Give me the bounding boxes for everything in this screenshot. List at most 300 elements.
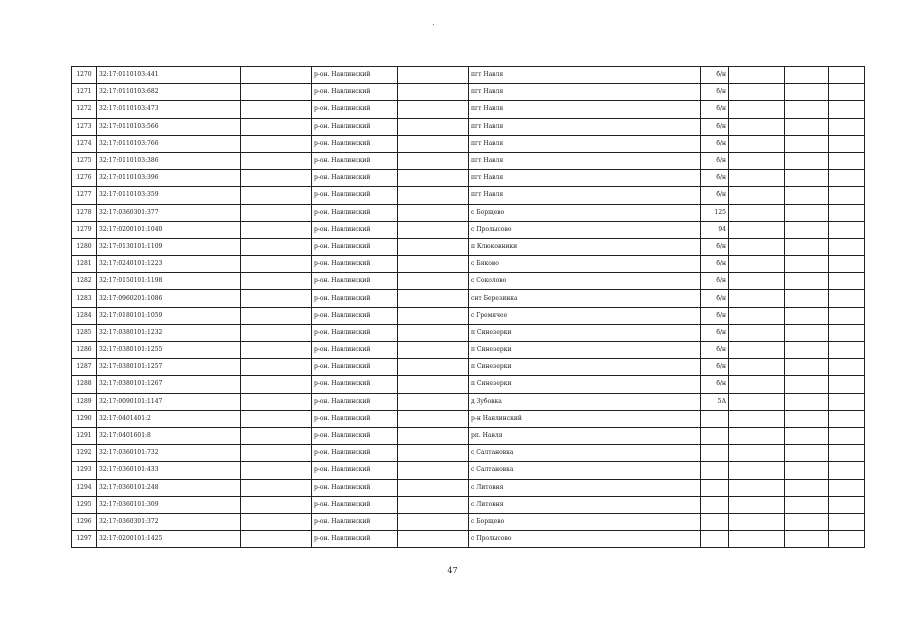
row-number-cell: 1288 (72, 376, 97, 393)
table-row (72, 462, 865, 479)
empty-cell (729, 393, 785, 410)
cadastral-number-cell: 32:17:0240101:1223 (97, 256, 241, 273)
empty-cell (829, 496, 865, 513)
row-number-cell: 1296 (72, 513, 97, 530)
house-number-cell: б/н (701, 67, 729, 84)
row-number-cell: 1277 (72, 187, 97, 204)
locality-cell: с Салтановка (469, 462, 701, 479)
empty-cell (785, 67, 829, 84)
district-cell: р-он. Навлинский (312, 376, 398, 393)
empty-cell (241, 221, 312, 238)
table-row (72, 135, 865, 152)
row-number-cell: 1297 (72, 531, 97, 548)
district-cell: р-он. Навлинский (312, 479, 398, 496)
empty-cell (829, 273, 865, 290)
empty-cell (398, 135, 469, 152)
row-number-cell: 1293 (72, 462, 97, 479)
empty-cell (729, 67, 785, 84)
empty-cell (729, 290, 785, 307)
empty-cell (785, 204, 829, 221)
empty-cell (785, 101, 829, 118)
row-number-cell: 1287 (72, 359, 97, 376)
house-number-cell: 5А (701, 393, 729, 410)
house-number-cell (701, 513, 729, 530)
empty-cell (398, 496, 469, 513)
empty-cell (829, 462, 865, 479)
empty-cell (241, 324, 312, 341)
empty-cell (829, 445, 865, 462)
table-row (72, 307, 865, 324)
empty-cell (829, 256, 865, 273)
cadastral-number-cell: 32:17:0110103:386 (97, 152, 241, 169)
empty-cell (398, 101, 469, 118)
empty-cell (829, 221, 865, 238)
row-number-cell: 1279 (72, 221, 97, 238)
district-cell: р-он. Навлинский (312, 307, 398, 324)
locality-cell: с Борщево (469, 204, 701, 221)
empty-cell (729, 324, 785, 341)
locality-cell: пгт Навля (469, 101, 701, 118)
district-cell: р-он. Навлинский (312, 531, 398, 548)
empty-cell (829, 427, 865, 444)
empty-cell (398, 152, 469, 169)
empty-cell (241, 187, 312, 204)
empty-cell (829, 410, 865, 427)
district-cell: р-он. Навлинский (312, 221, 398, 238)
empty-cell (398, 290, 469, 307)
empty-cell (829, 307, 865, 324)
empty-cell (729, 118, 785, 135)
locality-cell: п Синезерки (469, 376, 701, 393)
empty-cell (398, 462, 469, 479)
district-cell: р-он. Навлинский (312, 324, 398, 341)
house-number-cell (701, 445, 729, 462)
house-number-cell: б/н (701, 187, 729, 204)
table-row (72, 101, 865, 118)
district-cell: р-он. Навлинский (312, 84, 398, 101)
empty-cell (241, 204, 312, 221)
empty-cell (241, 152, 312, 169)
cadastral-number-cell: 32:17:0110103:766 (97, 135, 241, 152)
empty-cell (241, 376, 312, 393)
empty-cell (729, 101, 785, 118)
house-number-cell (701, 479, 729, 496)
empty-cell (785, 410, 829, 427)
empty-cell (398, 84, 469, 101)
empty-cell (398, 427, 469, 444)
house-number-cell: б/н (701, 118, 729, 135)
house-number-cell: б/н (701, 84, 729, 101)
empty-cell (785, 427, 829, 444)
empty-cell (785, 187, 829, 204)
house-number-cell: б/н (701, 238, 729, 255)
empty-cell (785, 479, 829, 496)
house-number-cell: б/н (701, 376, 729, 393)
cadastral-number-cell: 32:17:0360101:732 (97, 445, 241, 462)
empty-cell (729, 187, 785, 204)
cadastral-number-cell: 32:17:0180101:1059 (97, 307, 241, 324)
empty-cell (241, 135, 312, 152)
cadastral-number-cell: 32:17:0110103:441 (97, 67, 241, 84)
empty-cell (785, 135, 829, 152)
empty-cell (785, 307, 829, 324)
house-number-cell: б/н (701, 152, 729, 169)
empty-cell (729, 307, 785, 324)
empty-cell (785, 118, 829, 135)
empty-cell (398, 170, 469, 187)
locality-cell: пгт Навля (469, 67, 701, 84)
empty-cell (398, 342, 469, 359)
row-number-cell: 1275 (72, 152, 97, 169)
row-number-cell: 1292 (72, 445, 97, 462)
locality-cell: с Гремячее (469, 307, 701, 324)
table-row (72, 84, 865, 101)
row-number-cell: 1274 (72, 135, 97, 152)
district-cell: р-он. Навлинский (312, 152, 398, 169)
empty-cell (241, 479, 312, 496)
empty-cell (241, 513, 312, 530)
house-number-cell: б/н (701, 101, 729, 118)
empty-cell (398, 479, 469, 496)
district-cell: р-он. Навлинский (312, 238, 398, 255)
row-number-cell: 1291 (72, 427, 97, 444)
table-row (72, 187, 865, 204)
table-row (72, 67, 865, 84)
empty-cell (729, 410, 785, 427)
locality-cell: п Синезерки (469, 324, 701, 341)
locality-cell: снт Березинка (469, 290, 701, 307)
empty-cell (785, 84, 829, 101)
empty-cell (398, 256, 469, 273)
cadastral-number-cell: 32:17:0110103:396 (97, 170, 241, 187)
district-cell: р-он. Навлинский (312, 462, 398, 479)
house-number-cell: б/н (701, 290, 729, 307)
table-row (72, 221, 865, 238)
empty-cell (829, 187, 865, 204)
empty-cell (729, 359, 785, 376)
house-number-cell: б/н (701, 307, 729, 324)
cadastral-number-cell: 32:17:0360301:377 (97, 204, 241, 221)
house-number-cell: б/н (701, 324, 729, 341)
empty-cell (829, 170, 865, 187)
locality-cell: п Клюковники (469, 238, 701, 255)
table-row (72, 290, 865, 307)
empty-cell (729, 342, 785, 359)
empty-cell (785, 170, 829, 187)
empty-cell (729, 445, 785, 462)
empty-cell (241, 531, 312, 548)
district-cell: р-он. Навлинский (312, 135, 398, 152)
empty-cell (241, 84, 312, 101)
cadastral-number-cell: 32:17:0110103:473 (97, 101, 241, 118)
district-cell: р-он. Навлинский (312, 393, 398, 410)
empty-cell (398, 513, 469, 530)
house-number-cell (701, 410, 729, 427)
district-cell: р-он. Навлинский (312, 427, 398, 444)
locality-cell: п Синезерки (469, 342, 701, 359)
empty-cell (398, 238, 469, 255)
empty-cell (785, 376, 829, 393)
cadastral-number-cell: 32:17:0380101:1255 (97, 342, 241, 359)
cadastral-number-cell: 32:17:0401401:2 (97, 410, 241, 427)
table-row (72, 359, 865, 376)
house-number-cell: 94 (701, 221, 729, 238)
empty-cell (729, 84, 785, 101)
district-cell: р-он. Навлинский (312, 445, 398, 462)
row-number-cell: 1276 (72, 170, 97, 187)
locality-cell: с Литовня (469, 479, 701, 496)
table-row (72, 393, 865, 410)
empty-cell (829, 204, 865, 221)
empty-cell (729, 376, 785, 393)
empty-cell (398, 221, 469, 238)
district-cell: р-он. Навлинский (312, 513, 398, 530)
row-number-cell: 1286 (72, 342, 97, 359)
cadastral-number-cell: 32:17:0150101:1198 (97, 273, 241, 290)
page-number: 47 (447, 566, 458, 575)
empty-cell (241, 359, 312, 376)
table-row (72, 427, 865, 444)
empty-cell (241, 427, 312, 444)
table-row (72, 376, 865, 393)
row-number-cell: 1295 (72, 496, 97, 513)
house-number-cell: б/н (701, 256, 729, 273)
cadastral-number-cell: 32:17:0960201:1086 (97, 290, 241, 307)
empty-cell (241, 67, 312, 84)
empty-cell (241, 238, 312, 255)
empty-cell (241, 496, 312, 513)
empty-cell (829, 67, 865, 84)
empty-cell (729, 152, 785, 169)
locality-cell: пгт Навля (469, 152, 701, 169)
empty-cell (729, 513, 785, 530)
house-number-cell (701, 427, 729, 444)
table-row (72, 410, 865, 427)
scan-speck (433, 24, 434, 25)
locality-cell: с Пролысово (469, 531, 701, 548)
cadastral-number-cell: 32:17:0110103:682 (97, 84, 241, 101)
district-cell: р-он. Навлинский (312, 290, 398, 307)
district-cell: р-он. Навлинский (312, 496, 398, 513)
empty-cell (398, 307, 469, 324)
empty-cell (241, 393, 312, 410)
empty-cell (398, 393, 469, 410)
row-number-cell: 1270 (72, 67, 97, 84)
table-row (72, 238, 865, 255)
empty-cell (785, 273, 829, 290)
district-cell: р-он. Навлинский (312, 101, 398, 118)
empty-cell (829, 359, 865, 376)
empty-cell (398, 324, 469, 341)
cadastral-number-cell: 32:17:0090101:1147 (97, 393, 241, 410)
table-row (72, 531, 865, 548)
row-number-cell: 1271 (72, 84, 97, 101)
row-number-cell: 1294 (72, 479, 97, 496)
table-row (72, 324, 865, 341)
locality-cell: с Бяково (469, 256, 701, 273)
locality-cell: пгт Навля (469, 135, 701, 152)
empty-cell (829, 118, 865, 135)
empty-cell (241, 118, 312, 135)
empty-cell (785, 290, 829, 307)
table-row (72, 152, 865, 169)
district-cell: р-он. Навлинский (312, 273, 398, 290)
row-number-cell: 1278 (72, 204, 97, 221)
empty-cell (398, 204, 469, 221)
empty-cell (785, 324, 829, 341)
row-number-cell: 1281 (72, 256, 97, 273)
empty-cell (398, 273, 469, 290)
empty-cell (785, 238, 829, 255)
empty-cell (785, 359, 829, 376)
empty-cell (729, 496, 785, 513)
cadastral-number-cell: 32:17:0380101:1232 (97, 324, 241, 341)
district-cell: р-он. Навлинский (312, 359, 398, 376)
house-number-cell: б/н (701, 135, 729, 152)
table-row (72, 496, 865, 513)
house-number-cell: б/н (701, 342, 729, 359)
empty-cell (398, 410, 469, 427)
house-number-cell (701, 496, 729, 513)
locality-cell: пгт Навля (469, 187, 701, 204)
empty-cell (398, 67, 469, 84)
table-row (72, 513, 865, 530)
cadastral-number-cell: 32:17:0360301:372 (97, 513, 241, 530)
locality-cell: с Пролысово (469, 221, 701, 238)
empty-cell (785, 462, 829, 479)
cadastral-number-cell: 32:17:0380101:1257 (97, 359, 241, 376)
row-number-cell: 1283 (72, 290, 97, 307)
empty-cell (785, 513, 829, 530)
empty-cell (729, 238, 785, 255)
empty-cell (398, 359, 469, 376)
cadastral-number-cell: 32:17:0200101:1040 (97, 221, 241, 238)
empty-cell (829, 376, 865, 393)
empty-cell (829, 342, 865, 359)
empty-cell (785, 221, 829, 238)
empty-cell (829, 531, 865, 548)
district-cell: р-он. Навлинский (312, 410, 398, 427)
empty-cell (829, 152, 865, 169)
empty-cell (729, 427, 785, 444)
empty-cell (785, 445, 829, 462)
empty-cell (729, 135, 785, 152)
empty-cell (398, 445, 469, 462)
district-cell: р-он. Навлинский (312, 256, 398, 273)
empty-cell (241, 256, 312, 273)
house-number-cell: б/н (701, 359, 729, 376)
cadastral-number-cell: 32:17:0401601:8 (97, 427, 241, 444)
locality-cell: п Синезерки (469, 359, 701, 376)
empty-cell (785, 531, 829, 548)
row-number-cell: 1285 (72, 324, 97, 341)
cadastral-number-cell: 32:17:0360101:309 (97, 496, 241, 513)
empty-cell (729, 170, 785, 187)
empty-cell (398, 376, 469, 393)
empty-cell (241, 410, 312, 427)
empty-cell (729, 479, 785, 496)
empty-cell (829, 324, 865, 341)
locality-cell: пгт Навля (469, 84, 701, 101)
district-cell: р-он. Навлинский (312, 170, 398, 187)
locality-cell: с Соколово (469, 273, 701, 290)
empty-cell (829, 84, 865, 101)
cadastral-number-cell: 32:17:0360101:248 (97, 479, 241, 496)
table-row (72, 479, 865, 496)
empty-cell (241, 101, 312, 118)
empty-cell (829, 238, 865, 255)
cadastral-number-cell: 32:17:0110103:566 (97, 118, 241, 135)
row-number-cell: 1280 (72, 238, 97, 255)
empty-cell (241, 342, 312, 359)
row-number-cell: 1284 (72, 307, 97, 324)
empty-cell (398, 531, 469, 548)
locality-cell: р-н Навлинский (469, 410, 701, 427)
empty-cell (829, 479, 865, 496)
cadastral-number-cell: 32:17:0110103:359 (97, 187, 241, 204)
table-row (72, 445, 865, 462)
locality-cell: с Салтановка (469, 445, 701, 462)
district-cell: р-он. Навлинский (312, 342, 398, 359)
empty-cell (241, 445, 312, 462)
locality-cell: с Борщево (469, 513, 701, 530)
district-cell: р-он. Навлинский (312, 118, 398, 135)
empty-cell (729, 531, 785, 548)
table-row (72, 256, 865, 273)
table-row (72, 342, 865, 359)
empty-cell (729, 221, 785, 238)
empty-cell (398, 187, 469, 204)
empty-cell (829, 290, 865, 307)
empty-cell (729, 273, 785, 290)
table-row (72, 118, 865, 135)
registry-table-body (72, 67, 865, 548)
row-number-cell: 1272 (72, 101, 97, 118)
locality-cell: пгт Навля (469, 170, 701, 187)
house-number-cell (701, 462, 729, 479)
empty-cell (829, 135, 865, 152)
empty-cell (241, 307, 312, 324)
empty-cell (785, 342, 829, 359)
table-row (72, 204, 865, 221)
house-number-cell: 125 (701, 204, 729, 221)
locality-cell: пгт Навля (469, 118, 701, 135)
empty-cell (729, 204, 785, 221)
empty-cell (729, 256, 785, 273)
empty-cell (729, 462, 785, 479)
empty-cell (785, 152, 829, 169)
house-number-cell: б/н (701, 170, 729, 187)
locality-cell: д Зубовка (469, 393, 701, 410)
empty-cell (785, 256, 829, 273)
table-row (72, 273, 865, 290)
cadastral-number-cell: 32:17:0380101:1267 (97, 376, 241, 393)
empty-cell (829, 393, 865, 410)
cadastral-number-cell: 32:17:0130101:1109 (97, 238, 241, 255)
empty-cell (398, 118, 469, 135)
district-cell: р-он. Навлинский (312, 204, 398, 221)
district-cell: р-он. Навлинский (312, 187, 398, 204)
empty-cell (241, 290, 312, 307)
empty-cell (785, 496, 829, 513)
row-number-cell: 1290 (72, 410, 97, 427)
row-number-cell: 1273 (72, 118, 97, 135)
empty-cell (241, 170, 312, 187)
empty-cell (241, 462, 312, 479)
row-number-cell: 1289 (72, 393, 97, 410)
empty-cell (829, 513, 865, 530)
row-number-cell: 1282 (72, 273, 97, 290)
